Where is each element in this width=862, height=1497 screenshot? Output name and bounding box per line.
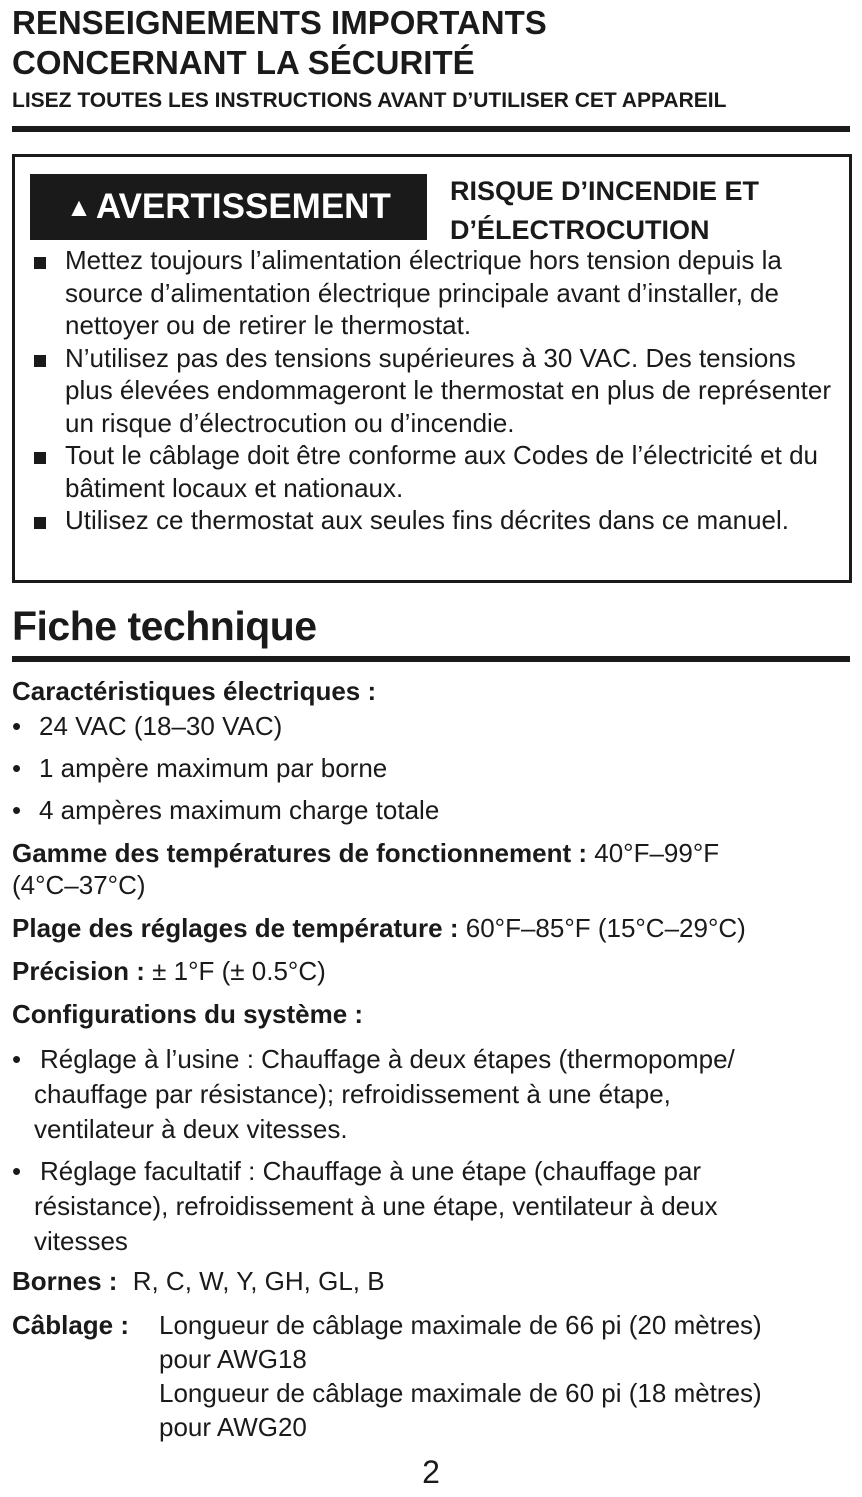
specs-title: Fiche technique <box>12 603 317 649</box>
electrical-item: • 4 ampères maximum charge totale <box>12 795 440 825</box>
setpoint-range <box>12 912 852 944</box>
operating-range-value-celsius: (4°C–37°C) <box>12 870 146 900</box>
specs-divider <box>12 656 850 662</box>
terminals-label: Bornes : <box>12 1266 118 1296</box>
warning-item: Utilisez ce thermostat aux seules fins décrites dans ce manuel. <box>28 504 838 537</box>
specs-section <box>12 675 852 1444</box>
config-item: • Réglage facultatif : Chauffage à une étape (chauffage par résistance), refroidissement à une étape, ventilateur à deux vitesses <box>12 1156 718 1256</box>
wiring <box>12 1308 852 1444</box>
warning-item: N’utilisez pas des tensions supérieures à 30 VAC. Des tensions plus élevées endommageront le thermostat en plus de représenter un risque d’électrocution ou d’incendie. <box>28 342 838 440</box>
wiring-line: pour AWG18 <box>159 1344 307 1374</box>
risk-title-line2: D’ÉLECTROCUTION <box>450 215 710 245</box>
wiring-line: Longueur de câblage maximale de 60 pi (18 mètres) <box>159 1378 762 1408</box>
electrical-label: Caractéristiques électriques : <box>12 676 377 706</box>
setpoint-range-label: Plage des réglages de température : <box>12 913 459 943</box>
header-divider <box>12 126 850 132</box>
warning-badge <box>30 174 427 240</box>
precision <box>12 955 852 987</box>
warning-list <box>28 244 838 537</box>
warning-item: Mettez toujours l’alimentation électrique hors tension depuis la source d’alimentation électrique principale avant d’installer, de nettoyer ou de retirer le thermostat. <box>28 244 838 342</box>
read-instructions-note: LISEZ TOUTES LES INSTRUCTIONS AVANT D’UTILISER CET APPAREIL <box>12 89 727 112</box>
operating-range <box>12 837 852 869</box>
bullet-square-icon <box>34 452 46 464</box>
terminals <box>12 1265 852 1297</box>
safety-heading-line1: RENSEIGNEMENTS IMPORTANTS <box>12 4 547 41</box>
config-item: • Réglage à l’usine : Chauffage à deux étapes (thermopompe/ chauffage par résistance); refroidissement à une étape, ventilateur à deux vitesses. <box>12 1044 735 1144</box>
wiring-label: Câblage : <box>12 1310 130 1340</box>
terminals-value: R, C, W, Y, GH, GL, B <box>132 1266 385 1296</box>
setpoint-range-value: 60°F–85°F (15°C–29°C) <box>465 913 746 943</box>
electrical-item: • 1 ampère maximum par borne <box>12 753 388 783</box>
bullet-square-icon <box>34 517 46 529</box>
warning-triangle-icon: ▲ <box>66 191 92 222</box>
warning-badge-label: AVERTISSEMENT <box>95 187 391 226</box>
bullet-square-icon <box>34 257 46 269</box>
warning-item: Tout le câblage doit être conforme aux Codes de l’électricité et du bâtiment locaux et nationaux. <box>28 439 838 504</box>
precision-value: ± 1°F (± 0.5°C) <box>152 956 326 986</box>
precision-label: Précision : <box>12 956 145 986</box>
operating-range-label: Gamme des températures de fonctionnement : <box>12 838 588 868</box>
safety-heading <box>12 3 547 83</box>
safety-heading-line2: CONCERNANT LA SÉCURITÉ <box>12 44 475 81</box>
operating-range-value: 40°F–99°F <box>594 838 720 868</box>
wiring-line: Longueur de câblage maximale de 66 pi (20 mètres) <box>159 1310 762 1340</box>
risk-title <box>450 172 759 250</box>
bullet-square-icon <box>34 355 46 367</box>
wiring-line: pour AWG20 <box>159 1412 307 1442</box>
config-label: Configurations du système : <box>12 999 364 1029</box>
risk-title-line1: RISQUE D’INCENDIE ET <box>450 176 760 206</box>
electrical-item: • 24 VAC (18–30 VAC) <box>12 711 283 741</box>
page-number: 2 <box>422 1454 440 1490</box>
